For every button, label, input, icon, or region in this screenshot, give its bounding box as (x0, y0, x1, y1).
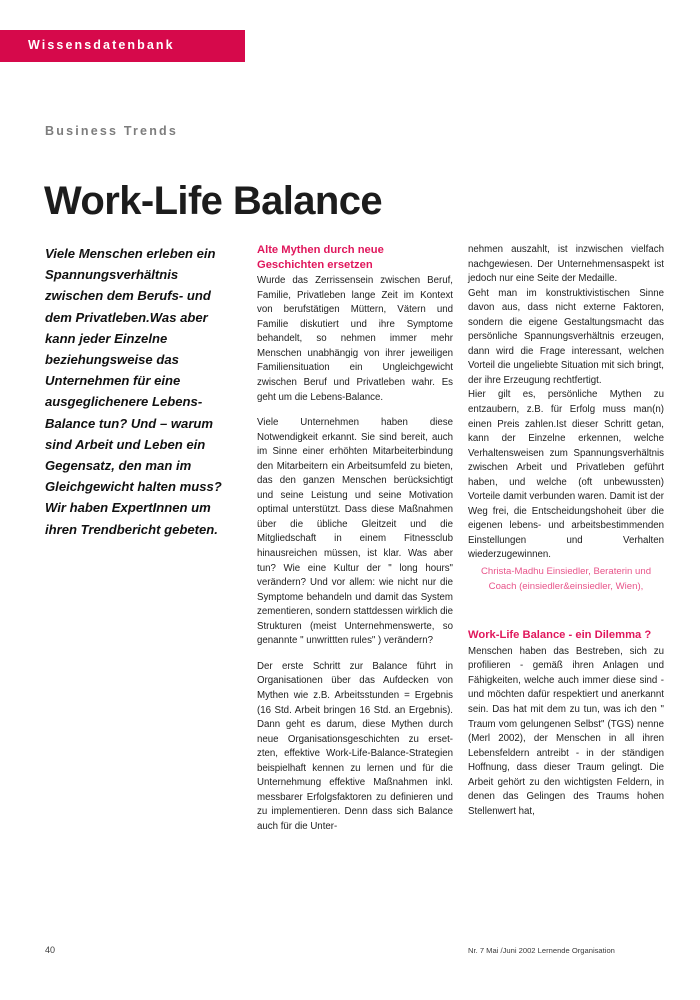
section-banner-label: Wissensdatenbank (28, 38, 175, 52)
section-banner (0, 30, 245, 62)
body-paragraph: Der erste Schritt zur Balance führt in Organisationen über das Aufdecken von Mythen wie z.B. Arbeitsstunden = Ergebnis (16 Std. Arbeit bringen 16 Std. an Ergebnis). Dann geht es darum, diese Mythen durch neue Organisationsgeschichten zu erset-zten, effektive Work-Life-Balance-Strategien beispielhaft kennen zu lernen und für die Unternehmung effektive Maßnahmen inkl. messbarer Erfolgsfaktoren zu definieren und zu implementieren. Denn dass sich Balance auch für die Unter- (257, 660, 453, 832)
author-credit: Christa-Madhu Einsiedler, Beraterin und Coach (einsiedler&einsiedler, Wien), (480, 566, 652, 592)
middle-column-subhead: Alte Mythen durch neue Geschichten ersetzen (257, 244, 384, 271)
middle-column (257, 243, 453, 845)
body-paragraph: nehmen auszahlt, ist inzwischen vielfach nachgewiesen. Der Unternehmensaspekt ist jedoch nur eine Seite der Medaille. (468, 244, 664, 285)
body-paragraph: Wurde das Zerrissensein zwischen Beruf, Familie, Privatleben lange Zeit im Kontext von berufstätigen Müttern, Vätern und Familie diskutiert und ihre Symptome behandelt, so nehmen immer mehr Menschen unabhängig von ihrer jeweiligen Familiensituation ein Ungleichgewicht zwischen Beruf und Privatleben wahr. Es geht um die Lebens-Balance. (257, 275, 453, 403)
page-number: 40 (45, 945, 56, 955)
article-columns (0, 243, 700, 943)
lead-paragraph: Viele Menschen erleben ein Spannungsverhältnis zwischen dem Berufs- und dem Privatleben.Was aber kann jeder Einzelne beziehungsweise das Unternehmen für eine ausgeglichenere Lebens-Balance tun? Und – warum sind Arbeit und Leben ein Gegensatz, den man im Gleichgewicht halten muss? Wir haben ExpertInnen um ihren Trendbericht gebeten. (45, 246, 222, 537)
footer-issue-note: Nr. 7 Mai /Juni 2002 Lernende Organisation (468, 946, 615, 955)
page-title: Work-Life Balance (44, 178, 383, 223)
article-kicker: Business Trends (45, 124, 179, 138)
body-paragraph: Menschen haben das Bestreben, sich zu profilieren - gemäß ihren Anlagen und Fähigkeiten, welche auch immer diese sind - und möchten dafür respektiert und anerkannt sein. Das hat mit dem zu tun, was ich den " Traum vom gelungenen Selbst" (TGS) nenne (Merl 2002), der Menschen in all ihren Lebensfeldern antreibt - in der ständigen Hoffnung, dass dieser Traum gelingt. Die Arbeit gehört zu den wichtigsten Feldern, in denen das Gelingen des Traums hohen Stellenwert hat, (468, 645, 664, 817)
lead-column (45, 243, 225, 540)
body-paragraph: Hier gilt es, persönliche Mythen zu entzaubern, z.B. für Erfolg muss man(n) einen Preis zahlen.Ist dieser Schritt getan, kann der Einzelne erkennen, welche Verhaltensweisen zum Spannungsverhältnis zwischen Arbeit und Privatleben geführt haben, und welche (oft unbewussten) Vorteile damit verbunden waren. Damit ist der Weg frei, die Entscheidungshoheit über die eigenen lebens- und arbeitsbestimmenden Einstellungen und Verhalten wiederzugewinnen. (468, 389, 664, 561)
right-column-subhead: Work-Life Balance - ein Dilemma ? (468, 629, 652, 642)
right-column (468, 243, 664, 819)
body-paragraph: Geht man im konstruktivistischen Sinne davon aus, dass nicht externe Faktoren, sondern die eigene Gestaltungsmacht das persönliche Spannungsverhältnis erzeugen, dann wird die Frage interessant, welchen Vorteil die ungeliebte Situation mit sich bringt, der ihre Erzeugung rechtfertigt. (468, 287, 664, 386)
body-paragraph: Viele Unternehmen haben diese Notwendigkeit erkannt. Sie sind bereit, auch im Sinne einer erhöhten Mitarbeiterbindung den Mitarbeitern ein Arbeitsumfeld zu bieten, das den ganzen Menschen berücksichtigt und seine Leistung und seine Motivation optimal unterstützt. Dass diese Maßnahmen über die übliche Gleitzeit und die Mitgliedschaft in einem Fitnessclub hinausreichen müssen, ist klar. Was aber tun? Wie eine Kultur der " long hours" verändern? Und vor allem: wie nicht nur die Symptome behandeln und damit das System zementieren, sondern stattdessen wirklich die Strukturen (meist Unternehmenswerte, so genannte " unwrittten rules" ) verändern? (257, 417, 454, 647)
